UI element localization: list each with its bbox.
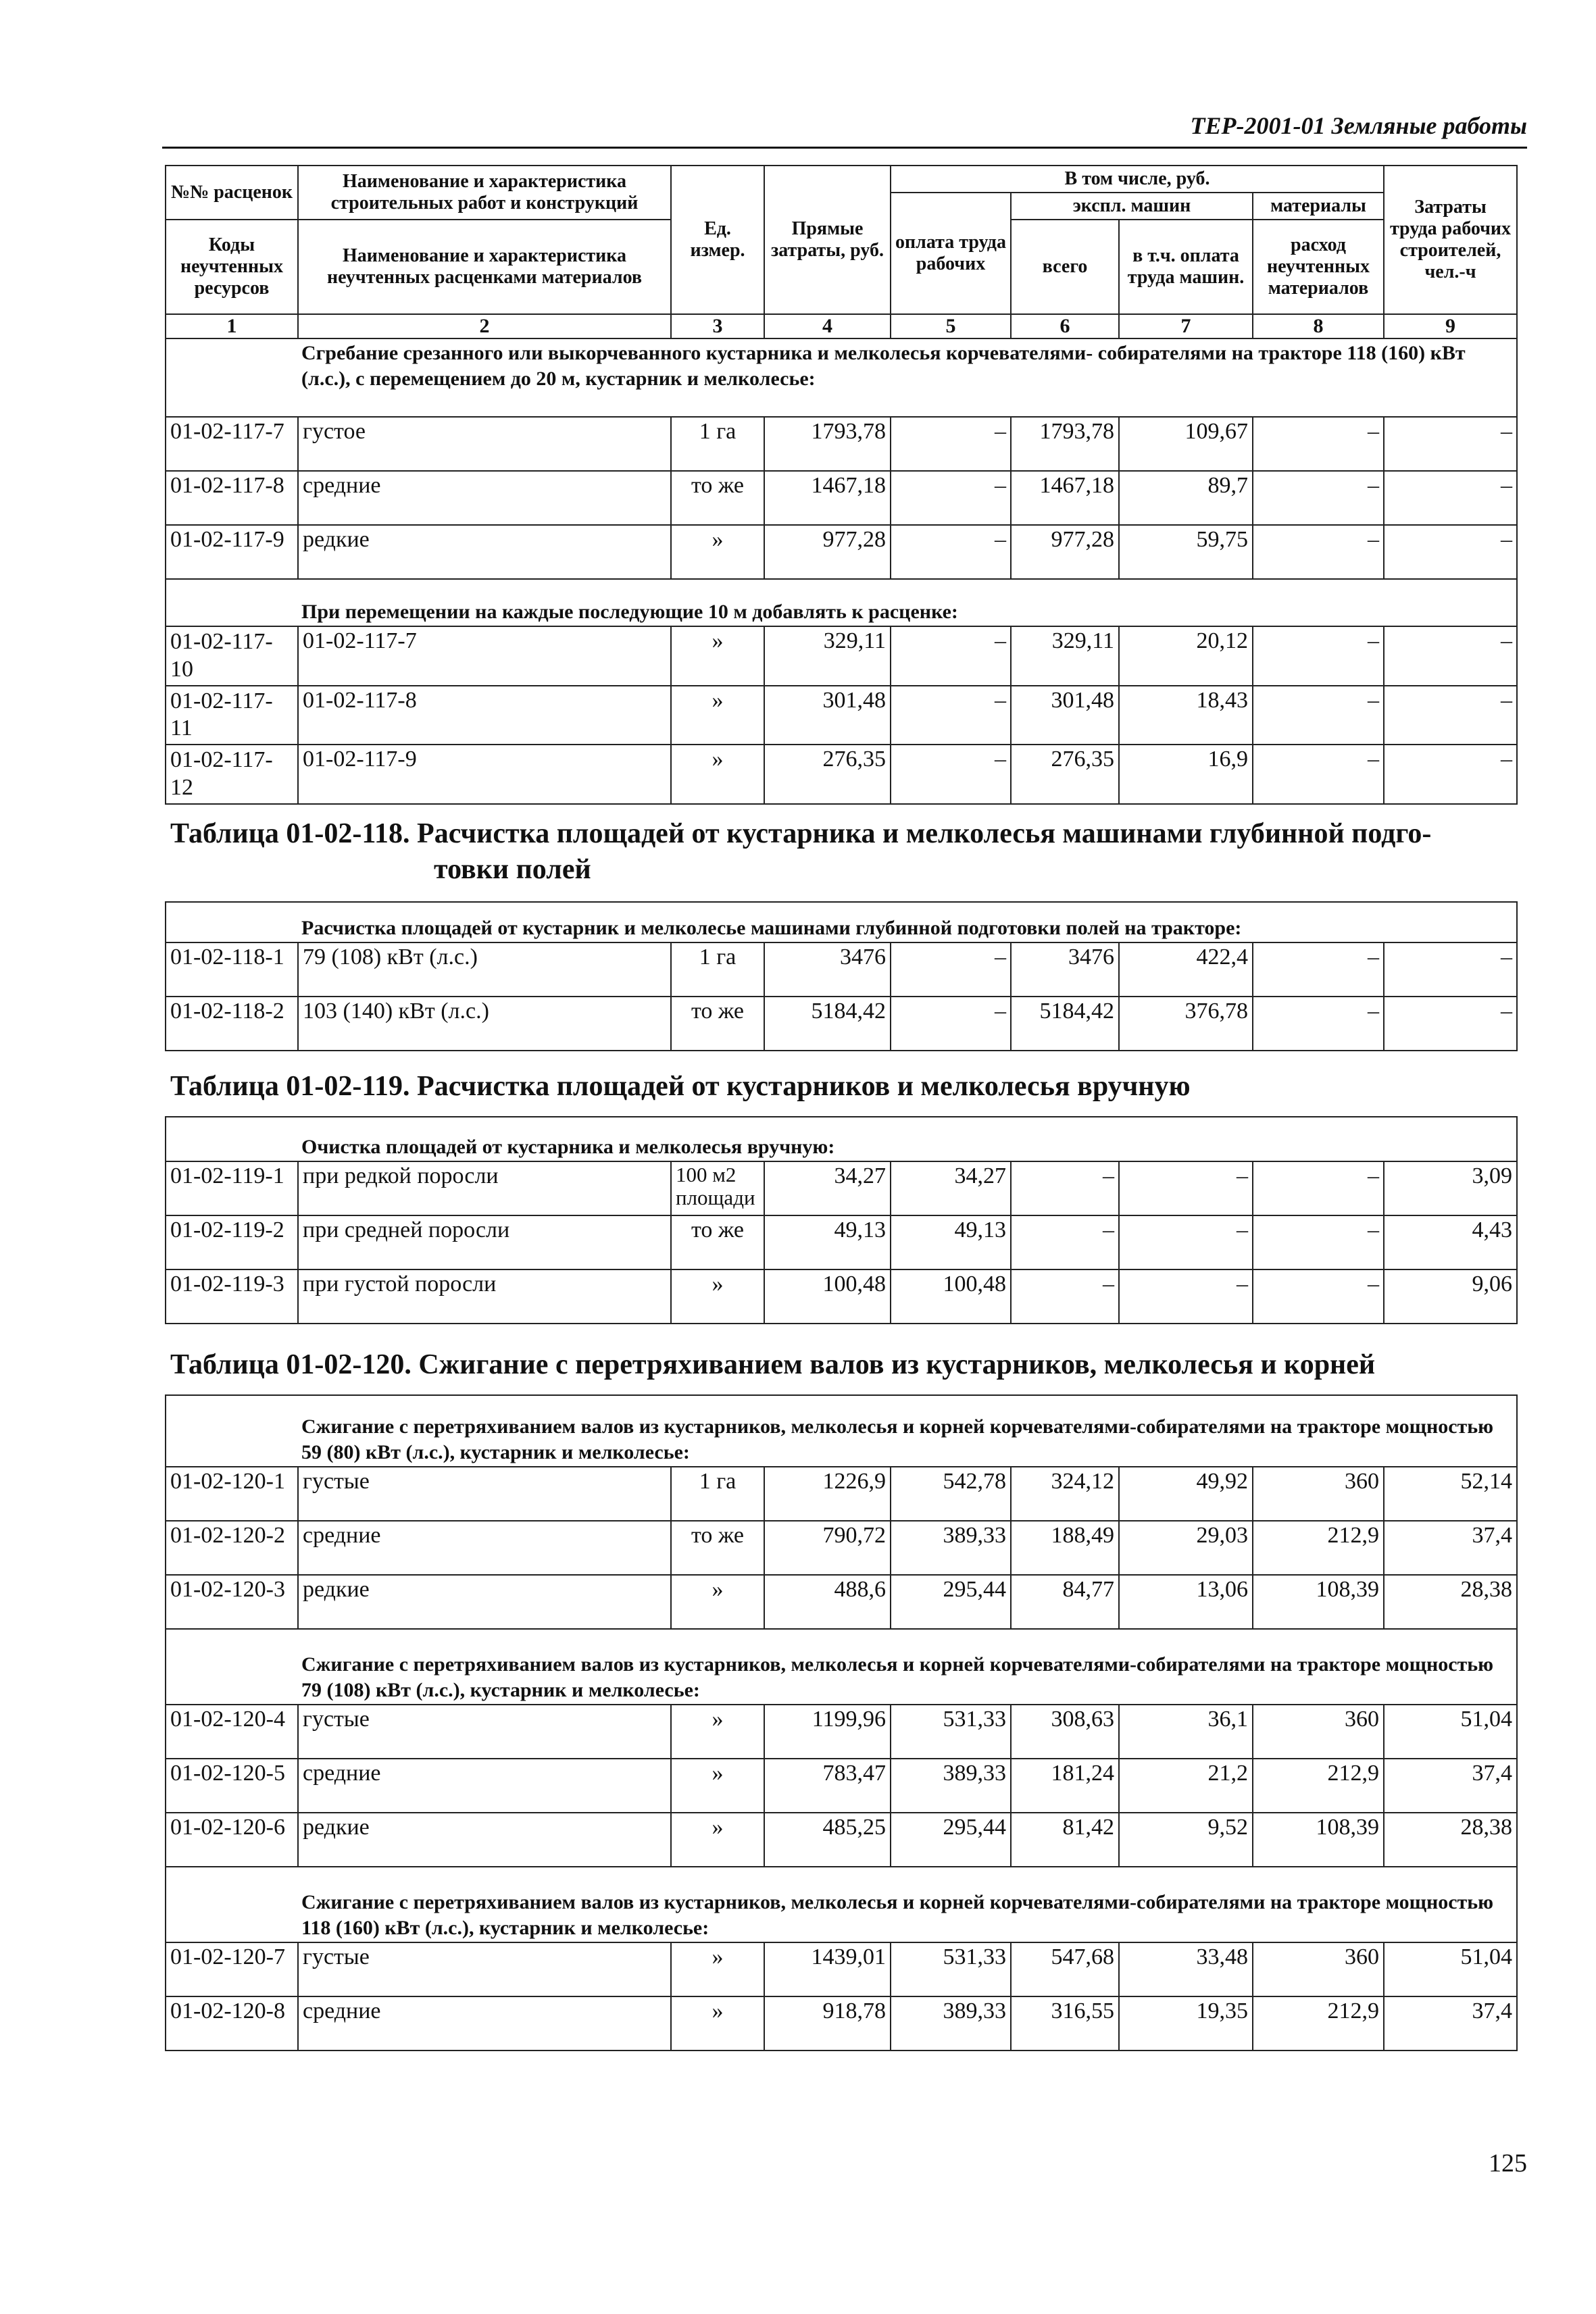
table-row [166,417,1517,471]
col-head-materials: материалы [1253,193,1384,220]
machine-cost: 3476 [1011,942,1119,997]
machine-labor-cost: 18,43 [1119,686,1253,745]
machine-labor-cost: 13,06 [1119,1575,1253,1629]
unit: 1 га [671,1467,764,1521]
material-cost: – [1253,525,1384,579]
labor-hours: – [1384,471,1517,525]
rate-code: 01-02-118-2 [166,997,298,1051]
rate-name: при густой поросли [298,1269,671,1324]
machine-cost: – [1011,1161,1119,1215]
labor-hours: 37,4 [1384,1759,1517,1813]
unit: » [671,1996,764,2051]
direct-cost: 276,35 [764,745,891,804]
rate-name: редкие [298,525,671,579]
direct-cost: 790,72 [764,1521,891,1575]
direct-cost: 34,27 [764,1161,891,1215]
material-cost: – [1253,686,1384,745]
section-heading: Сжигание с перетряхиванием валов из кустарников, мелколесья и корней корчевателями-собирателями на тракторе мощностью 79 (108) кВт (л.с.), кустарник и мелколесье: [166,1629,1517,1705]
col-index: 3 [671,314,764,338]
material-cost: – [1253,997,1384,1051]
machine-labor-cost: 33,48 [1119,1942,1253,1996]
col-head-mach-labor: в т.ч. оплата труда машин. [1119,220,1253,314]
unit: 1 га [671,417,764,471]
material-cost: 360 [1253,1467,1384,1521]
direct-cost: 3476 [764,942,891,997]
labor-hours: 3,09 [1384,1161,1517,1215]
labor-hours: 28,38 [1384,1813,1517,1867]
machine-labor-cost: 9,52 [1119,1813,1253,1867]
direct-cost: 5184,42 [764,997,891,1051]
machine-labor-cost: – [1119,1161,1253,1215]
labor-hours: 52,14 [1384,1467,1517,1521]
direct-cost: 977,28 [764,525,891,579]
caption-line: Таблица 01-02-119. Расчистка площадей от кустарников и мелколесья вручную [170,1071,1191,1102]
rate-code: 01-02-117-12 [166,745,298,804]
machine-labor-cost: – [1119,1269,1253,1324]
machine-cost: 301,48 [1011,686,1119,745]
labor-cost: – [891,525,1011,579]
material-cost: 212,9 [1253,1521,1384,1575]
labor-cost: 34,27 [891,1161,1011,1215]
table-row [166,1996,1517,2051]
col-index: 5 [891,314,1011,338]
section-heading: Очистка площадей от кустарника и мелколесья вручную: [166,1117,1517,1161]
table-row [166,997,1517,1051]
labor-hours: 51,04 [1384,1705,1517,1759]
col-head-hours: Затраты труда рабочих строителей, чел.-ч [1384,166,1517,314]
caption-line: товки полей [434,853,591,885]
labor-cost: – [891,471,1011,525]
machine-labor-cost: 20,12 [1119,626,1253,686]
rate-name: густые [298,1942,671,1996]
rate-name: густые [298,1705,671,1759]
rate-name: густые [298,1467,671,1521]
rate-code: 01-02-117-11 [166,686,298,745]
rate-code: 01-02-117-8 [166,471,298,525]
labor-cost: 49,13 [891,1215,1011,1269]
unit: » [671,1705,764,1759]
table-118 [165,901,1518,1051]
rate-name: 79 (108) кВт (л.с.) [298,942,671,997]
machine-cost: 276,35 [1011,745,1119,804]
col-head-machines: экспл. машин [1011,193,1253,220]
page-header [162,111,1527,149]
table-row [166,1575,1517,1629]
machine-labor-cost: 29,03 [1119,1521,1253,1575]
unit: 100 м2 площади [671,1161,764,1215]
col-head-labor: оплата труда рабочих [891,193,1011,314]
unit: то же [671,1215,764,1269]
machine-cost: 316,55 [1011,1996,1119,2051]
labor-cost: 531,33 [891,1705,1011,1759]
machine-cost: 188,49 [1011,1521,1119,1575]
direct-cost: 783,47 [764,1759,891,1813]
material-cost: – [1253,1269,1384,1324]
direct-cost: 1439,01 [764,1942,891,1996]
unit: то же [671,471,764,525]
rate-code: 01-02-120-1 [166,1467,298,1521]
rate-name: редкие [298,1813,671,1867]
unit: то же [671,1521,764,1575]
labor-hours: – [1384,997,1517,1051]
rate-code: 01-02-117-7 [166,417,298,471]
rate-code: 01-02-120-6 [166,1813,298,1867]
machine-labor-cost: 19,35 [1119,1996,1253,2051]
table-row [166,1705,1517,1759]
table-caption-118 [170,816,1431,887]
labor-hours: 37,4 [1384,1521,1517,1575]
table-row [166,1161,1517,1215]
labor-hours: 37,4 [1384,1996,1517,2051]
machine-cost: – [1011,1269,1119,1324]
table-117 [165,165,1518,805]
table-row [166,1467,1517,1521]
material-cost: – [1253,1215,1384,1269]
section-heading: Расчистка площадей от кустарник и мелколесье машинами глубинной подготовки полей на тракторе: [166,902,1517,942]
labor-cost: – [891,686,1011,745]
labor-cost: – [891,417,1011,471]
section-heading: При перемещении на каждые последующие 10 м добавлять к расценке: [166,579,1517,626]
col-head-mat-use: расход неучтенных материалов [1253,220,1384,314]
table-caption-119 [170,1069,1191,1105]
col-head-unit: Ед. измер. [671,166,764,314]
table-row [166,1759,1517,1813]
labor-cost: 389,33 [891,1521,1011,1575]
page-number: 125 [1489,2149,1527,2178]
rate-code: 01-02-117-9 [166,525,298,579]
material-cost: – [1253,1161,1384,1215]
col-head-mach-total: всего [1011,220,1119,314]
material-cost: – [1253,942,1384,997]
labor-cost: 100,48 [891,1269,1011,1324]
rate-code: 01-02-119-2 [166,1215,298,1269]
rate-code: 01-02-120-5 [166,1759,298,1813]
labor-hours: 9,06 [1384,1269,1517,1324]
labor-hours: – [1384,745,1517,804]
material-cost: 108,39 [1253,1813,1384,1867]
unit: 1 га [671,942,764,997]
unit: » [671,745,764,804]
labor-cost: 531,33 [891,1942,1011,1996]
material-cost: 212,9 [1253,1996,1384,2051]
table-row [166,1942,1517,1996]
machine-labor-cost: 59,75 [1119,525,1253,579]
machine-labor-cost: 16,9 [1119,745,1253,804]
machine-labor-cost: 376,78 [1119,997,1253,1051]
machine-cost: 324,12 [1011,1467,1119,1521]
material-cost: 108,39 [1253,1575,1384,1629]
unit: то же [671,997,764,1051]
machine-labor-cost: 21,2 [1119,1759,1253,1813]
machine-cost: 1793,78 [1011,417,1119,471]
direct-cost: 485,25 [764,1813,891,1867]
direct-cost: 49,13 [764,1215,891,1269]
unit: » [671,1813,764,1867]
machine-cost: 547,68 [1011,1942,1119,1996]
col-index: 2 [298,314,671,338]
labor-hours: 4,43 [1384,1215,1517,1269]
rate-code: 01-02-119-3 [166,1269,298,1324]
material-cost: – [1253,417,1384,471]
direct-cost: 1793,78 [764,417,891,471]
col-head-name: Наименование и характеристика строительных работ и конструкций [298,166,671,220]
labor-hours: – [1384,942,1517,997]
rate-code: 01-02-117-10 [166,626,298,686]
col-index: 7 [1119,314,1253,338]
machine-cost: 977,28 [1011,525,1119,579]
table-row [166,942,1517,997]
col-index: 8 [1253,314,1384,338]
rate-name: 01-02-117-9 [298,745,671,804]
section-heading: Сжигание с перетряхиванием валов из кустарников, мелколесья и корней корчевателями-собирателями на тракторе мощностью 118 (160) кВт (л.с.), кустарник и мелколесье: [166,1867,1517,1942]
table-caption-120 [170,1347,1375,1383]
rate-code: 01-02-120-8 [166,1996,298,2051]
labor-cost: 542,78 [891,1467,1011,1521]
rate-name: средние [298,471,671,525]
direct-cost: 1199,96 [764,1705,891,1759]
labor-cost: – [891,745,1011,804]
material-cost: 360 [1253,1942,1384,1996]
unit: » [671,1269,764,1324]
rate-name: 01-02-117-8 [298,686,671,745]
labor-hours: – [1384,525,1517,579]
rate-name: при редкой поросли [298,1161,671,1215]
table-row [166,525,1517,579]
col-head-res-code: Коды неучтенных ресурсов [166,220,298,314]
rate-code: 01-02-120-2 [166,1521,298,1575]
labor-cost: 295,44 [891,1575,1011,1629]
labor-hours: – [1384,417,1517,471]
direct-cost: 301,48 [764,686,891,745]
caption-line: Таблица 01-02-118. Расчистка площадей от кустарника и мелколесья машинами глубинной подго- [170,818,1432,849]
machine-cost: 81,42 [1011,1813,1119,1867]
rate-name: при средней поросли [298,1215,671,1269]
machine-labor-cost: 422,4 [1119,942,1253,997]
direct-cost: 488,6 [764,1575,891,1629]
labor-cost: 295,44 [891,1813,1011,1867]
material-cost: 212,9 [1253,1759,1384,1813]
direct-cost: 100,48 [764,1269,891,1324]
machine-cost: 181,24 [1011,1759,1119,1813]
rate-name: средние [298,1759,671,1813]
machine-labor-cost: 109,67 [1119,417,1253,471]
table-120 [165,1394,1518,2051]
machine-labor-cost: 49,92 [1119,1467,1253,1521]
rate-code: 01-02-120-7 [166,1942,298,1996]
col-index: 6 [1011,314,1119,338]
rate-name: густое [298,417,671,471]
machine-cost: 329,11 [1011,626,1119,686]
table-119 [165,1116,1518,1324]
unit: » [671,686,764,745]
col-head-including: В том числе, руб. [891,166,1384,193]
labor-hours: – [1384,686,1517,745]
rate-code: 01-02-120-4 [166,1705,298,1759]
col-index: 1 [166,314,298,338]
unit: » [671,626,764,686]
material-cost: 360 [1253,1705,1384,1759]
material-cost: – [1253,626,1384,686]
table-row [166,471,1517,525]
rate-code: 01-02-118-1 [166,942,298,997]
material-cost: – [1253,471,1384,525]
direct-cost: 1226,9 [764,1467,891,1521]
rate-name: 01-02-117-7 [298,626,671,686]
material-cost: – [1253,745,1384,804]
table-row [166,1813,1517,1867]
unit: » [671,1942,764,1996]
table-row [166,686,1517,745]
rate-code: 01-02-119-1 [166,1161,298,1215]
caption-line: Таблица 01-02-120. Сжигание с перетряхиванием валов из кустарников, мелколесья и корней [170,1349,1376,1380]
table-row [166,1215,1517,1269]
table-row [166,1269,1517,1324]
machine-cost: – [1011,1215,1119,1269]
section-heading: Сгребание срезанного или выкорчеванного кустарника и мелколесья корчевателями- собирателями на тракторе 118 (160) кВт (л.с.), с перемещением до 20 м, кустарник и мелколесье: [166,338,1517,417]
rate-name: редкие [298,1575,671,1629]
labor-cost: – [891,997,1011,1051]
labor-cost: – [891,942,1011,997]
section-heading: Сжигание с перетряхиванием валов из кустарников, мелколесья и корней корчевателями-собирателями на тракторе мощностью 59 (80) кВт (л.с.), кустарник и мелколесье: [166,1395,1517,1467]
labor-cost: – [891,626,1011,686]
machine-cost: 84,77 [1011,1575,1119,1629]
table-row [166,626,1517,686]
col-head-code: №№ расценок [166,166,298,220]
labor-hours: 51,04 [1384,1942,1517,1996]
direct-cost: 1467,18 [764,471,891,525]
table-row [166,1521,1517,1575]
labor-hours: 28,38 [1384,1575,1517,1629]
rate-name: средние [298,1996,671,2051]
col-head-direct: Прямые затраты, руб. [764,166,891,314]
unit: » [671,525,764,579]
direct-cost: 329,11 [764,626,891,686]
running-title: ТЕР-2001-01 Земляные работы [1190,112,1527,139]
machine-labor-cost: 36,1 [1119,1705,1253,1759]
direct-cost: 918,78 [764,1996,891,2051]
machine-cost: 5184,42 [1011,997,1119,1051]
machine-labor-cost: – [1119,1215,1253,1269]
labor-hours: – [1384,626,1517,686]
rate-code: 01-02-120-3 [166,1575,298,1629]
machine-labor-cost: 89,7 [1119,471,1253,525]
col-head-res-name: Наименование и характеристика неучтенных расценками материалов [298,220,671,314]
rate-name: средние [298,1521,671,1575]
rate-name: 103 (140) кВт (л.с.) [298,997,671,1051]
table-row [166,745,1517,804]
labor-cost: 389,33 [891,1996,1011,2051]
unit: » [671,1575,764,1629]
col-index: 4 [764,314,891,338]
machine-cost: 1467,18 [1011,471,1119,525]
labor-cost: 389,33 [891,1759,1011,1813]
unit: » [671,1759,764,1813]
machine-cost: 308,63 [1011,1705,1119,1759]
col-index: 9 [1384,314,1517,338]
